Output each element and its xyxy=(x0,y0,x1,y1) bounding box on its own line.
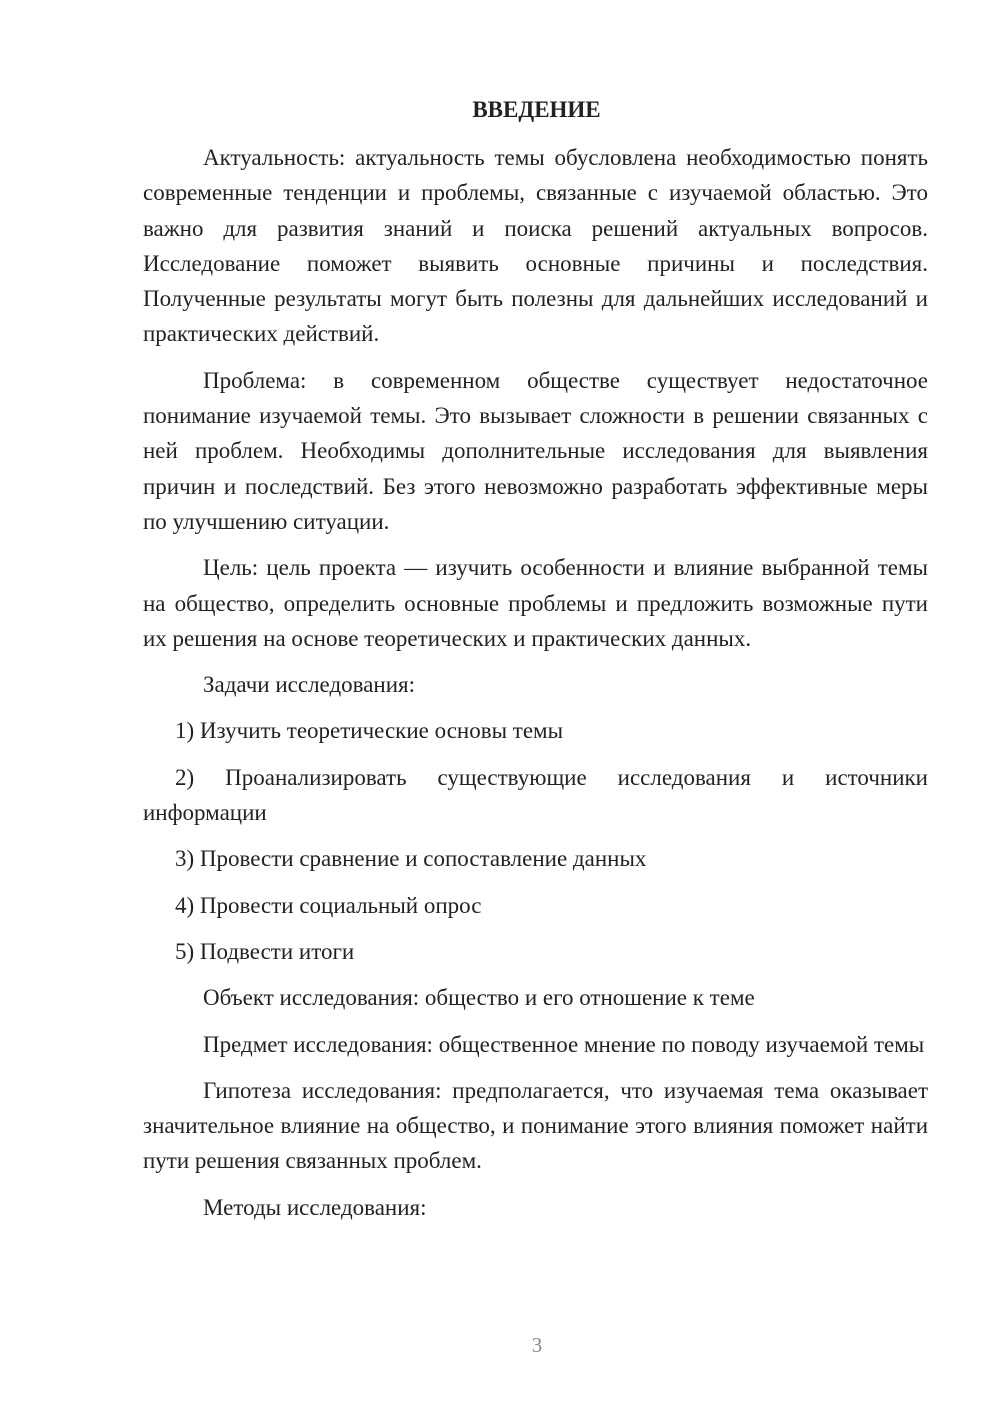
paragraph-problem: Проблема: в современном обществе существует недостаточное понимание изучаемой темы. Это вызывает сложности в решении связанных с ней проблем. Необходимы дополнительные исследования для выявления причин и последствий. Без этого невозможно разработать эффективные меры по улучшению ситуации. xyxy=(143,367,928,534)
task-item-1: 1) Изучить теоретические основы темы xyxy=(175,718,564,744)
task-item-5: 5) Подвести итоги xyxy=(175,938,355,964)
paragraph-hypothesis: Гипотеза исследования: предполагается, что изучаемая тема оказывает значительное влияние на общество, и понимание этого влияния поможет найти пути решения связанных проблем. xyxy=(143,1077,928,1174)
page-number: 3 xyxy=(531,1333,543,1357)
paragraph-relevance: Актуальность: актуальность темы обусловлена необходимостью понять современные тенденции и проблемы, связанные с изучаемой областью. Это важно для развития знаний и поиска решений актуальных вопросов. Исследование поможет выявить основные причины и последствия. Полученные результаты могут быть полезны для дальнейших исследований и практических действий. xyxy=(143,145,928,347)
paragraph-subject: Предмет исследования: общественное мнение по поводу изучаемой темы xyxy=(203,1031,925,1057)
document-title: ВВЕДЕНИЕ xyxy=(472,97,601,122)
paragraph-methods: Методы исследования: xyxy=(203,1194,427,1220)
task-item-3: 3) Провести сравнение и сопоставление данных xyxy=(175,846,647,872)
paragraph-goal: Цель: цель проекта — изучить особенности и влияние выбранной темы на общество, определить основные проблемы и предложить возможные пути их решения на основе теоретических и практических данных. xyxy=(143,555,928,651)
paragraph-tasks-heading: Задачи исследования: xyxy=(203,672,416,698)
document-page xyxy=(143,92,928,1225)
paragraph-object: Объект исследования: общество и его отношение к теме xyxy=(203,985,755,1011)
task-item-4: 4) Провести социальный опрос xyxy=(175,892,482,918)
task-item-2: 2) Проанализировать существующие исследования и источники информации xyxy=(143,764,928,826)
